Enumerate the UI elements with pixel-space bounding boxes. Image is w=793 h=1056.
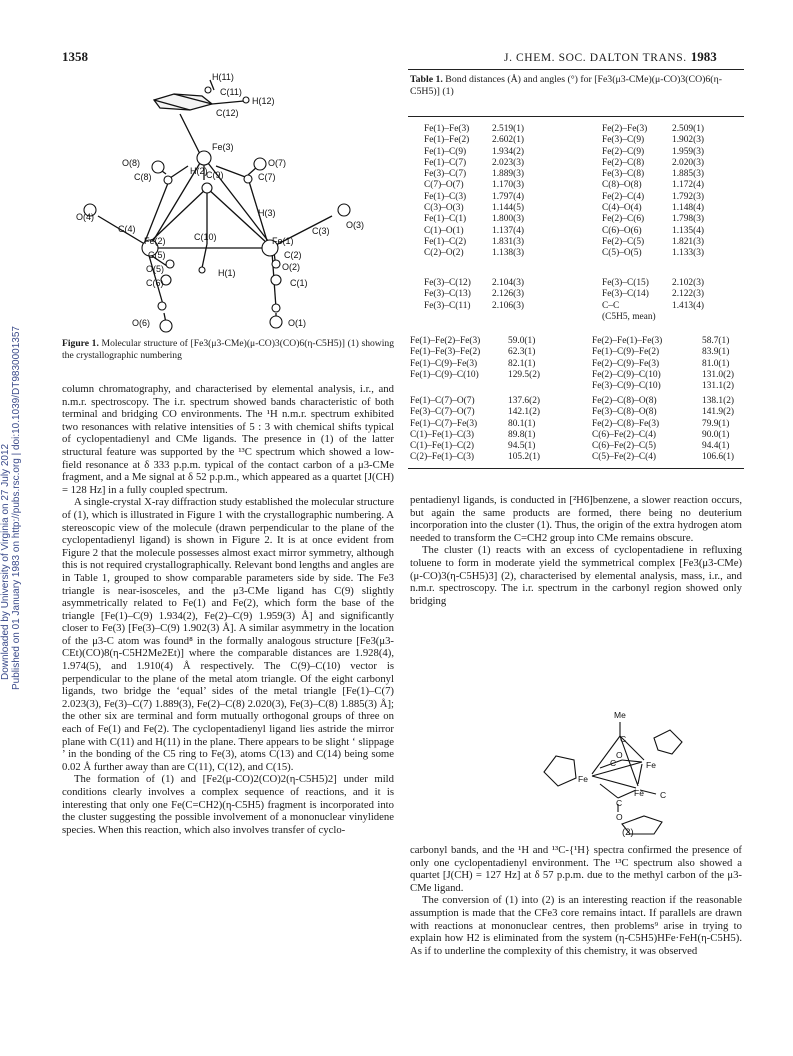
paragraph: column chromatography, and characterised by elemental analysis, i.r., and n.m.r. spectroscopy. The i.r. spectrum showed bands characteristic of both terminal and bridging CO environments. The ¹H n.m.r. spectrum exhibited two resonances with relative intensities of 5 : 3 with chemical shifts typical of cyclopentadienyl and CMe ligands. The presence in (1) of the latter structural feature was supported by the ¹³C spectrum which showed a low-field resonance at δ 333 p.p.m. typical of the contact carbon of a μ3-CMe fragment, and a Me signal at δ 52 p.p.m., which appeared as a quartet [J(CH) = 128 Hz] in a fully coupled spectrum. (62, 383, 394, 496)
table-row (424, 147, 732, 158)
table-cell: 2.509(1) (672, 124, 705, 134)
table-cell: C(6)–O(6) (602, 225, 642, 236)
table-cell: 1.138(3) (492, 248, 525, 259)
table-cell: 80.1(1) (508, 418, 536, 429)
atom-label-o6: O(6) (132, 318, 150, 328)
table-cell: Fe(3)–C(8)–O(8) (592, 407, 657, 418)
table-cell: Fe(3)–C(12) (424, 278, 471, 288)
table-row (424, 135, 732, 146)
table-cell: 1.413(4) (672, 300, 705, 311)
table-cell: C(7)–O(7) (424, 180, 464, 191)
right-column-text-top (410, 494, 742, 607)
table-cell: Fe(3)–C(13) (424, 289, 471, 300)
fig2-o-label: O (616, 750, 623, 760)
table-cell: Fe(3)–C(9)–C(10) (592, 381, 661, 392)
table-cell: C(8)–O(8) (602, 180, 642, 191)
table-row (410, 407, 742, 418)
table-cp-distances (424, 278, 732, 323)
table-cell: 83.9(1) (702, 347, 730, 358)
table-row (410, 347, 742, 358)
atom-label-c7: C(7) (258, 172, 276, 182)
table-cell: Fe(3)–C(15) (602, 278, 649, 288)
table-cell: 2.104(3) (492, 278, 525, 288)
table-1-title (410, 74, 742, 98)
table-cell: C–C (602, 300, 620, 311)
atom-label-c5: C(5) (148, 250, 166, 260)
table-row (424, 301, 732, 312)
atom-label-c9: C(9) (206, 170, 224, 180)
atom-label-c4: C(4) (118, 224, 136, 234)
fig2-c-label: C (660, 790, 667, 800)
table-cell: Fe(1)–C(2) (424, 236, 467, 247)
table-bond-angles-a (410, 336, 742, 392)
table-cell: 1.133(3) (672, 248, 705, 259)
table-cell: 81.0(1) (702, 358, 730, 369)
table-cell: 131.1(2) (702, 381, 735, 392)
table-row (424, 312, 732, 323)
table-cell: Fe(1)–Fe(2)–Fe(3) (410, 336, 481, 346)
fig2-fe-label: Fe (578, 774, 588, 784)
atom-label-c10: C(10) (194, 232, 217, 242)
table-row (410, 336, 742, 347)
table-cell: Fe(1)–C(9)–C(10) (410, 369, 479, 380)
table-cell: 1.902(3) (672, 135, 705, 146)
table-cell (672, 312, 732, 323)
atom-label-o3: O(3) (346, 220, 364, 230)
table-cell: Fe(1)–C(7)–Fe(3) (410, 418, 478, 429)
table-row (424, 180, 732, 191)
atom-label-fe2: Fe(2) (144, 236, 166, 246)
table-bond-distances (424, 124, 732, 260)
table-cell: 62.3(1) (508, 347, 536, 358)
table-row (424, 278, 732, 289)
table-cell: 2.122(3) (672, 289, 705, 300)
paragraph: carbonyl bands, and the ¹H and ¹³C-{¹H} spectra confirmed the presence of only one cyclopentadienyl environment. The ¹³C spectrum also showed a quartet [J(CH) = 127 Hz] at δ 57 p.p.m. due to the methyl carbon of the μ3-CMe ligand. (410, 844, 742, 894)
table-cell: 2.106(3) (492, 300, 525, 311)
atom-label-c6: C(6) (146, 278, 164, 288)
table-row (410, 452, 742, 463)
table-cell: 1.800(3) (492, 214, 525, 225)
table-cell: 1.137(4) (492, 225, 525, 236)
table-cell: Fe(2)–C(8) (602, 157, 645, 168)
table-row (424, 158, 732, 169)
right-column-text-bottom (410, 844, 742, 957)
table-cell: Fe(1)–C(1) (424, 214, 467, 225)
table-cell: 1.144(5) (492, 203, 525, 214)
table-cell: C(5)–Fe(2)–C(4) (592, 452, 657, 463)
fig2-c-label: C (610, 758, 617, 768)
table-cell: Fe(2)–C(4) (602, 191, 645, 202)
table-cell: 1.934(2) (492, 146, 525, 157)
table-cell: 2.519(1) (492, 124, 525, 134)
table-cell: 1.798(3) (672, 214, 705, 225)
table-cell: 1.172(4) (672, 180, 705, 191)
table-cell: 1.148(4) (672, 203, 705, 214)
table-cell: 141.9(2) (702, 407, 735, 418)
figure-2-label: (2) (622, 827, 634, 838)
table-cell: 1.831(3) (492, 236, 525, 247)
table-cell: Fe(1)–C(9)–Fe(2) (592, 347, 660, 358)
table-row (410, 419, 742, 430)
figure-1-caption-label: Figure 1. (62, 338, 99, 349)
paragraph: The formation of (1) and [Fe2(μ-CO)2(CO)2(η-C5H5)2] under mild conditions clearly involves a complex sequence of reactions, and it is interesting that only one Fe(C=CH2)(η-C5H5) fragment is incorporated into the cluster suggesting the possible involvement of a mononuclear vinylidene species. When this reaction, which also involves transfer of cyclo- (62, 773, 394, 836)
table-cell: 94.4(1) (702, 441, 730, 452)
fig2-o-label: O (616, 812, 623, 822)
fig2-fe-label: Fe (634, 788, 644, 798)
table-cell: 2.126(3) (492, 289, 525, 300)
table-cell: (C5H5, mean) (602, 311, 656, 322)
table-row (424, 203, 732, 214)
table-cell: 138.1(2) (702, 396, 735, 406)
table-cell: Fe(2)–Fe(3) (602, 124, 648, 134)
table-cell: Fe(1)–Fe(3)–Fe(2) (410, 347, 481, 358)
table-cell: Fe(1)–C(7) (424, 157, 467, 168)
table-cell: Fe(1)–C(7)–O(7) (410, 396, 475, 406)
table-cell: Fe(3)–C(11) (424, 300, 471, 311)
table-cell: 105.2(1) (508, 452, 541, 463)
table-row (410, 441, 742, 452)
table-cell: Fe(2)–C(5) (602, 236, 645, 247)
table-cell: Fe(2)–C(9)–C(10) (592, 369, 661, 380)
table-row (424, 226, 732, 237)
table-row (410, 396, 742, 407)
atom-label-h3: H(3) (258, 208, 276, 218)
table-cell: 106.6(1) (702, 452, 735, 463)
atom-label-o4: O(4) (76, 212, 94, 222)
table-cell: Fe(1)–C(3) (424, 191, 467, 202)
atom-label-fe1: Fe(1) (272, 236, 294, 246)
table-cell: C(6)–Fe(2)–C(4) (592, 429, 657, 440)
table-cell: C(2)–Fe(1)–C(3) (410, 452, 475, 463)
table-row (410, 359, 742, 370)
atom-label-o8: O(8) (122, 158, 140, 168)
table-cell (492, 312, 602, 323)
table-row (424, 124, 732, 135)
table-row (410, 370, 742, 381)
table-cell (508, 381, 592, 392)
table-row (424, 169, 732, 180)
atom-label-c12: C(12) (216, 108, 239, 118)
atom-label-c3: C(3) (312, 226, 330, 236)
table-cell: 2.602(1) (492, 135, 525, 146)
table-cell: 82.1(1) (508, 358, 536, 369)
table-cell: C(2)–O(2) (424, 248, 464, 259)
table-cell: Fe(2)–C(8)–O(8) (592, 396, 657, 406)
table-cell: Fe(3)–C(14) (602, 289, 649, 300)
atom-label-c8: C(8) (134, 172, 152, 182)
table-cell: 1.821(3) (672, 236, 705, 247)
table-cell: Fe(2)–Fe(1)–Fe(3) (592, 336, 663, 346)
table-1-title-text: Bond distances (Å) and angles (°) for [Fe3(μ3-CMe)(μ-CO)3(CO)6(η-C5H5)] (1) (410, 74, 722, 97)
table-cell: C(1)–Fe(1)–C(3) (410, 429, 475, 440)
page-number: 1358 (62, 49, 88, 64)
table-cell: Fe(2)–C(9) (602, 146, 645, 157)
table-cell: 1.797(4) (492, 191, 525, 202)
figure-1-caption-text: Molecular structure of [Fe3(μ3-CMe)(μ-CO)3(CO)6(η-C5H5)] (1) showing the crystallographic numbering (62, 338, 394, 361)
table-header-rule (408, 116, 744, 117)
atom-label-h12: H(12) (252, 96, 275, 106)
table-cell: Fe(2)–C(8)–Fe(3) (592, 418, 660, 429)
table-bond-angles-b (410, 396, 742, 464)
table-cell: 131.0(2) (702, 369, 735, 380)
table-cell: Fe(3)–C(8) (602, 169, 645, 180)
table-cell: 137.6(2) (508, 396, 541, 406)
table-cell: C(4)–O(4) (602, 203, 642, 214)
figure-1-caption (62, 338, 394, 362)
table-cell: Fe(3)–C(7)–O(7) (410, 407, 475, 418)
fig2-c-label: C (620, 734, 627, 744)
table-row (424, 237, 732, 248)
table-cell: 142.1(2) (508, 407, 541, 418)
atom-label-c2: C(2) (284, 250, 302, 260)
table-cell: 2.023(3) (492, 157, 525, 168)
table-cell: 1.135(4) (672, 225, 705, 236)
table-cell: 2.020(3) (672, 157, 705, 168)
paragraph: A single-crystal X-ray diffraction study established the molecular structure of (1), which is illustrated in Figure 1 with the crystallographic numbering. A stereoscopic view of the molecule (drawn perpendicular to the plane of the cyclopentadienyl ligand) is shown in Figure 2. It is at once evident from Figure 2 that the molecule possesses almost exact mirror symmetry, although this is not required crystallographically. Relevant bond lengths and angles are in Table 1, grouped to show comparable parameters side by side. The Fe3 triangle is near-isosceles, and the μ3-CMe ligand has C(9) slightly asymmetrically related to Fe(1) and Fe(2), which form the base of the triangle [Fe(1)–C(9) 1.934(2), Fe(2)–C(9) 1.959(3) Å] and significantly closer to Fe(3) [Fe(3)–C(9) 1.902(3) Å]. A similar asymmetry in the location of the μ3-C atom was found⁸ in the formally analogous structure [Fe3(μ3-CEt)(CO)8(η-C5H2Me2Et)] where the comparable distances are 1.928(4), 1.974(5), and 1.910(4) Å respectively. The C(9)–C(10) vector is perpendicular to the plane of the metal atom triangle. Of the eight carbonyl ligands, two bridge the ‘equal’ sides of the metal triangle [Fe(1)–C(7) 2.023(3), Fe(3)–C(7) 1.889(3), Fe(2)–C(8) 2.020(3), Fe(3)–C(8) 1.885(3) Å]; the other six are terminal and form mutually orthogonal groups of three on each of Fe(1) and Fe(2). The cyclopentadienyl ligand lies astride the mirror plane with C(11) and H(11) in the plane. There appears to be slight ‘ slippage ’ in the bonding of the C5 ring to Fe(3), atoms C(13) and C(14) being some 0.02 Å further away than are C(11), C(12), and C(15). (62, 496, 394, 773)
table-cell: 94.5(1) (508, 441, 536, 452)
table-cell: C(5)–O(5) (602, 248, 642, 259)
table-row (424, 289, 732, 300)
paragraph: The cluster (1) reacts with an excess of cyclopentadiene in refluxing toluene to form in moderate yield the symmetrical complex [Fe3(μ3-CMe)(μ-CO)3(η-C5H5)3] (2), characterised by elemental analysis, mass, i.r., and n.m.r. spectroscopy. The i.r. spectrum in the carbonyl region showed only bridging (410, 544, 742, 607)
atom-label-o5: O(5) (146, 264, 164, 274)
table-cell: C(1)–O(1) (424, 225, 464, 236)
atom-label-h1: H(1) (218, 268, 236, 278)
atom-label-fe3: Fe(3) (212, 142, 234, 152)
table-cell: C(3)–O(3) (424, 203, 464, 214)
table-row (410, 430, 742, 441)
table-cell: C(6)–Fe(2)–C(5) (592, 441, 657, 452)
table-row (410, 381, 742, 392)
atom-label-o7: O(7) (268, 158, 286, 168)
table-cell: Fe(3)–C(7) (424, 169, 467, 180)
table-cell: Fe(3)–C(9) (602, 135, 645, 146)
table-cell: 89.8(1) (508, 429, 536, 440)
table-cell: 1.959(3) (672, 146, 705, 157)
atom-label-o2: O(2) (282, 262, 300, 272)
table-cell: C(1)–Fe(1)–C(2) (410, 441, 475, 452)
table-top-rule (408, 69, 744, 70)
atom-label-h11: H(11) (212, 72, 234, 82)
paragraph: The conversion of (1) into (2) is an interesting reaction if the reasonable assumption is made that the CFe3 core remains intact. If parallels are drawn with reactions at mononuclear centres, then problems⁹ arise in trying to explain how H2 is eliminated from the system (η-C5H5)HFe·FeH(η-C5H5). As if to underline the complexity of this chemistry, it was observed (410, 894, 742, 957)
table-cell: Fe(1)–Fe(3) (424, 124, 470, 134)
atom-label-h2: H(2) (190, 166, 208, 176)
journal-year: 1983 (690, 49, 717, 64)
journal-header (504, 49, 717, 65)
table-cell: Fe(2)–C(6) (602, 214, 645, 225)
fig2-fe-label: Fe (646, 760, 656, 770)
table-cell: 2.102(3) (672, 278, 705, 288)
table-bottom-rule (408, 468, 744, 469)
atom-label-c1: C(1) (290, 278, 308, 288)
fig2-c-label: C (616, 798, 623, 808)
paragraph: pentadienyl ligands, is conducted in [²H6]benzene, a slower reaction occurs, but again the same products are formed, there being no deuterium incorporation into the cluster (1). Thus, the origin of the extra hydrogen atom needed to transform the C=CH2 group into CMe remains obscure. (410, 494, 742, 544)
table-cell: 1.889(3) (492, 169, 525, 180)
figure-2-structure (530, 708, 730, 838)
table-row (424, 214, 732, 225)
table-cell (410, 381, 508, 392)
table-cell: 59.0(1) (508, 336, 536, 346)
table-1-label: Table 1. (410, 74, 443, 85)
table-cell: 129.5(2) (508, 369, 541, 380)
left-column-text (62, 383, 394, 836)
table-cell (424, 312, 492, 323)
table-cell: 1.170(3) (492, 180, 525, 191)
atom-label-c11: C(11) (220, 87, 242, 97)
figure-1-structure (62, 68, 392, 340)
table-row (424, 192, 732, 203)
table-cell: 58.7(1) (702, 336, 730, 346)
table-cell: Fe(1)–Fe(2) (424, 135, 470, 146)
fig2-me-label: Me (614, 710, 626, 720)
atom-label-o1: O(1) (288, 318, 306, 328)
table-row (424, 248, 732, 259)
table-cell: Fe(1)–C(9)–Fe(3) (410, 358, 478, 369)
sidebar-downloaded[interactable]: Downloaded by University of Virginia on 27 July 2012 (0, 443, 11, 680)
journal-name: J. CHEM. SOC. DALTON TRANS. (504, 52, 687, 64)
sidebar-published[interactable]: Published on 01 January 1983 on http://pubs.rsc.org | doi:10.1039/DT9830001357 (11, 326, 22, 690)
download-sidebar (0, 250, 20, 690)
table-cell: 1.885(3) (672, 169, 705, 180)
table-cell: 1.792(3) (672, 191, 705, 202)
table-cell: Fe(2)–C(9)–Fe(3) (592, 358, 660, 369)
table-cell: Fe(1)–C(9) (424, 146, 467, 157)
table-cell: 79.9(1) (702, 418, 730, 429)
table-cell: 90.0(1) (702, 429, 730, 440)
